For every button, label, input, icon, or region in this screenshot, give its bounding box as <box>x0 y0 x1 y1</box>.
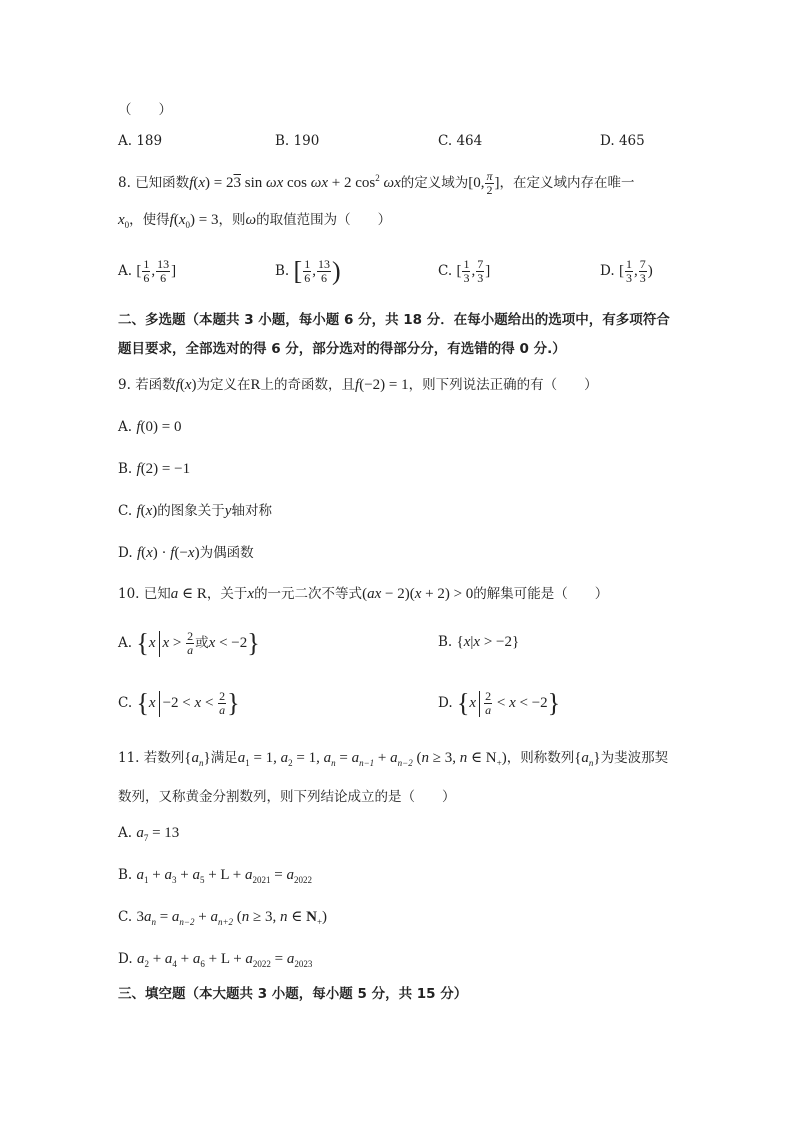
formula: x <box>247 586 255 602</box>
option-formula: f(x) <box>136 503 158 519</box>
stem-text: 的定义域为 <box>400 174 469 191</box>
stem-text: 的解集可能是（ ） <box>473 586 609 602</box>
option-letter: C. <box>118 503 133 519</box>
q11-stem-line1 <box>118 751 668 766</box>
formula: f(x) <box>175 377 197 393</box>
option-letter: A. <box>118 262 133 279</box>
q7-option-d[interactable] <box>600 135 645 149</box>
q10-option-a[interactable] <box>118 630 260 657</box>
question-number: 10. <box>118 586 140 602</box>
q8-option-a[interactable] <box>118 258 176 285</box>
option-letter: C. <box>438 133 453 149</box>
q9-option-b[interactable] <box>118 462 190 477</box>
stem-text: 上的奇函数，且 <box>260 377 356 393</box>
stem-text: 若函数 <box>135 377 176 393</box>
stem-text: 为斐波那契 <box>600 750 669 766</box>
option-letter: C. <box>438 262 453 279</box>
option-letter: D. <box>600 133 615 149</box>
option-letter: C. <box>118 694 133 711</box>
formula: ω <box>245 212 257 228</box>
q7-option-a[interactable] <box>118 135 162 149</box>
option-value: 464 <box>456 133 483 149</box>
option-letter: B. <box>438 634 453 650</box>
formula: $\{a_n\}$ <box>184 750 211 768</box>
stem-text: ，使得 <box>129 212 170 228</box>
formula: (ax − 2)(x + 2) > 0 <box>362 586 474 602</box>
stem-text: 的取值范围为（ ） <box>256 212 392 228</box>
stem-text: 的一元二次不等式 <box>254 586 363 602</box>
option-value: 189 <box>136 133 163 149</box>
q8-option-c[interactable] <box>438 258 490 285</box>
stem-text: ，关于 <box>206 586 248 602</box>
option-letter: A. <box>118 419 133 435</box>
q11-option-c[interactable] <box>118 910 327 925</box>
q8-option-d[interactable] <box>600 258 653 285</box>
option-formula: {x x > $\frac{2}{a}$ <box>136 628 194 658</box>
q8-stem-line1 <box>118 170 635 197</box>
option-text: 为偶函数 <box>199 545 254 561</box>
q10-option-c[interactable] <box>118 690 240 717</box>
formula: $x_0$ <box>118 212 130 230</box>
stem-text: ，则下列说法正确的有（ ） <box>408 377 598 393</box>
option-text: 或 <box>195 634 209 651</box>
q9-option-c[interactable] <box>118 504 272 519</box>
option-letter: A. <box>118 825 133 841</box>
option-text: 轴对称 <box>231 503 272 519</box>
formula: y <box>224 503 232 519</box>
formula: f(−2) = 1 <box>355 377 409 393</box>
stem-text: ，则 <box>218 212 246 228</box>
stem-text: 为定义在 <box>196 377 251 393</box>
option-formula: f(0) = 0 <box>136 419 182 435</box>
option-letter: B. <box>118 461 133 477</box>
option-text: 的图象关于 <box>157 503 225 519</box>
option-letter: B. <box>275 262 290 279</box>
option-formula: x < −2} <box>208 628 260 658</box>
option-formula: [ $\frac{1}{3}$ , $\frac{7}{3}$ ] <box>456 257 491 285</box>
stem-text: 满足 <box>210 750 238 766</box>
option-formula: [ $\frac{1}{6}$ , $\frac{13}{6}$ ] <box>136 257 177 285</box>
option-letter: A. <box>118 634 133 651</box>
formula: f(x) = 23 sin ωx cos ωx + 2 $\cos^2 \omega x$ <box>189 172 401 191</box>
option-letter: D. <box>118 545 133 561</box>
q9-option-d[interactable] <box>118 546 254 561</box>
formula: a ∈ R <box>170 586 207 602</box>
question-number: 11. <box>118 750 140 766</box>
option-letter: D. <box>438 694 453 711</box>
option-formula: f(x) · f(−x) <box>136 545 200 561</box>
option-value: 190 <box>293 133 320 149</box>
q11-option-a[interactable] <box>118 826 179 841</box>
question-number: 8. <box>118 174 131 191</box>
q7-option-b[interactable] <box>275 135 319 149</box>
q9-stem <box>118 378 598 393</box>
option-formula: {x −2 < x < $\frac{2}{a}$ } <box>136 688 240 718</box>
option-formula: $a_7 = 13$ <box>136 825 180 843</box>
section3-heading: 三、填空题（本大题共 3 小题，每小题 5 分，共 15 分） <box>118 986 468 1002</box>
option-formula: {x $\frac{2}{a}$ < x < −2} <box>456 688 561 718</box>
formula: R <box>250 377 261 393</box>
option-letter: A. <box>118 133 133 149</box>
q11-option-d[interactable] <box>118 952 312 967</box>
option-formula: $3a_n = a_{n-2} + a_{n+2}$ (n ≥ 3, n ∈ $N_+$) <box>136 909 328 927</box>
q11-option-b[interactable] <box>118 868 312 883</box>
domain-formula: [0, $\frac{\pi}{2}$ ] <box>468 169 500 197</box>
option-letter: B. <box>275 133 290 149</box>
option-formula: f(2) = −1 <box>136 461 191 477</box>
q7-option-c[interactable] <box>438 135 482 149</box>
formula: $\{a_n\}$ <box>574 750 601 768</box>
section2-heading-line2: 题目要求，全部选对的得 6 分，部分选对的得部分分，有选错的得 0 分.） <box>118 341 566 357</box>
stem-text: 已知函数 <box>135 174 190 191</box>
option-value: 465 <box>618 133 645 149</box>
formula: $f(x_0) = 3$ <box>169 212 219 230</box>
option-letter: C. <box>118 909 133 925</box>
option-formula: $a_1 + a_3 + a_5 + L + a_{2021} = a_{2022}$ <box>136 867 312 885</box>
option-letter: D. <box>118 951 133 967</box>
option-formula: {x|x > −2} <box>456 634 520 650</box>
section2-heading-line1: 二、多选题（本题共 3 小题，每小题 6 分，共 18 分．在每小题给出的选项中，有多项符合 <box>118 312 670 328</box>
q10-option-b[interactable] <box>438 635 519 650</box>
option-formula: [ $\frac{1}{3}$ , $\frac{7}{3}$ ) <box>618 257 653 285</box>
q11-stem-line2: 数列，又称黄金分割数列，则下列结论成立的是（ ） <box>118 789 456 805</box>
q8-stem-line2 <box>118 213 391 228</box>
option-letter: B. <box>118 867 133 883</box>
stem-text: ，则称数列 <box>506 750 575 766</box>
q10-option-d[interactable] <box>438 690 560 717</box>
option-formula: [ $\frac{1}{6}$ , $\frac{13}{6}$ ) <box>293 256 341 286</box>
stem-text: 已知 <box>143 586 171 602</box>
question-number: 9. <box>118 377 131 393</box>
stem-text: 若数列 <box>143 750 185 766</box>
q7-paren: （ ） <box>118 102 172 118</box>
option-formula: $a_2 + a_4 + a_6 + L + a_{2022} = a_{2023}$ <box>136 951 313 969</box>
q10-stem <box>118 587 608 602</box>
q8-option-b[interactable] <box>275 258 341 285</box>
stem-text: ，在定义域内存在唯一 <box>499 174 635 191</box>
formula: $a_1 = 1$, $a_2 = 1$, $a_n = a_{n-1} + a_{n-2}$ (n ≥ 3, n ∈ $N_+$) <box>237 750 507 768</box>
option-letter: D. <box>600 262 615 279</box>
q9-option-a[interactable] <box>118 420 181 435</box>
